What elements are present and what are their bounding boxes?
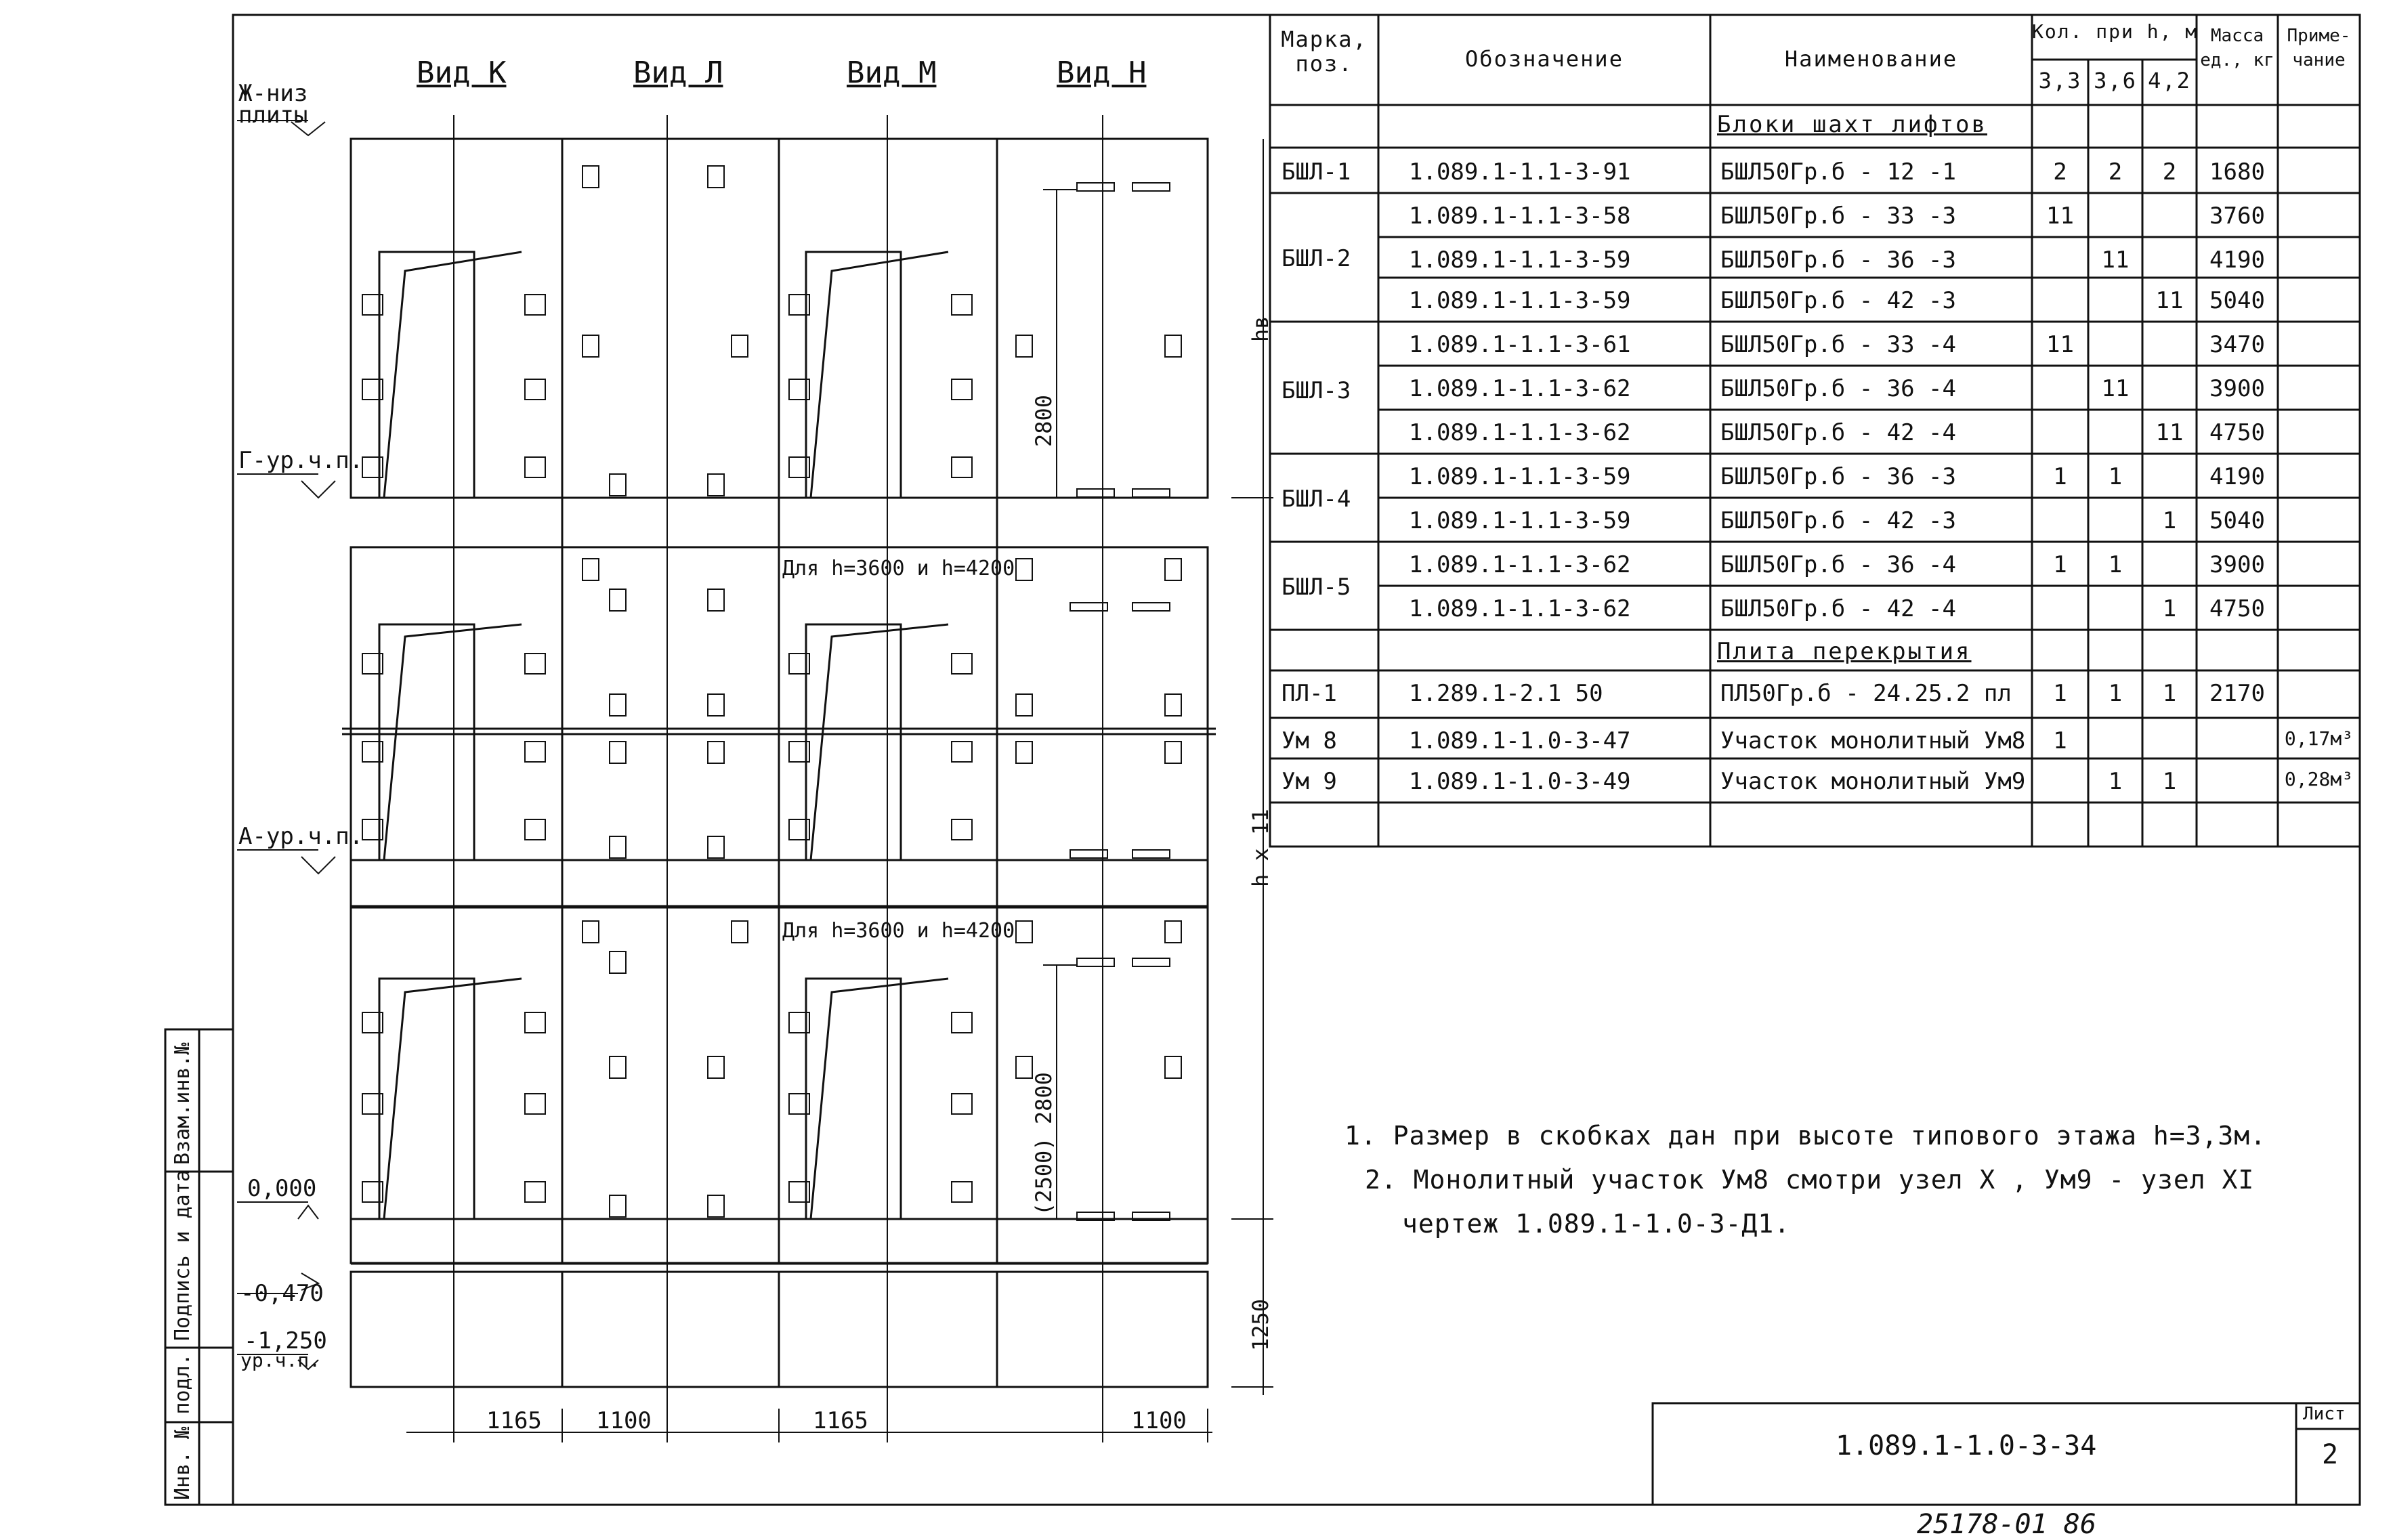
cell-q36: 1 (2108, 463, 2123, 490)
dim-hx11: h x 11 (1248, 809, 1273, 887)
dim-note-h2: Для h=3600 и h=4200 (782, 919, 1015, 943)
cell-des: 1.289.1-2.1 50 (1409, 680, 1603, 707)
cell-mass: 3470 (2209, 331, 2265, 358)
cell-des: 1.089.1-1.1-3-61 (1409, 331, 1631, 358)
cell-q36: 1 (2108, 680, 2123, 707)
sheet-code: 1.089.1-1.0-3-34 (1836, 1430, 2097, 1461)
cell-name: БШЛ50Гр.б - 42 -3 (1720, 287, 1956, 314)
cell-q36: 1 (2108, 768, 2123, 795)
cell-name: БШЛ50Гр.б - 42 -4 (1720, 595, 1956, 622)
cell-mass: 3760 (2209, 202, 2265, 230)
cell-name: Участок монолитный Ум9 (1720, 768, 2026, 795)
cell-des: 1.089.1-1.1-3-59 (1409, 463, 1631, 490)
cell-q33: 11 (2046, 202, 2074, 230)
cell-q42: 1 (2162, 680, 2177, 707)
door-openings (379, 252, 948, 1219)
cell-name: БШЛ50Гр.б - 33 -3 (1720, 202, 1956, 230)
cell-name: Участок монолитный Ум8 (1720, 727, 2026, 754)
th-h36: 3,6 (2094, 68, 2137, 93)
dim-1100-b: 1100 (1131, 1407, 1187, 1434)
cell-mass: 3900 (2209, 551, 2265, 578)
cell-name: БШЛ50Гр.б - 42 -3 (1720, 507, 1956, 534)
level-m1250-line1: -1,250 (244, 1327, 327, 1354)
cell-mark: БШЛ-3 (1282, 377, 1351, 404)
note-1: 1. Размер в скобках дан при высоте типового этажа h=3,3м. (1344, 1121, 2267, 1151)
cell-q33: 1 (2053, 551, 2067, 578)
cell-q42: 1 (2162, 507, 2177, 534)
cell-mass: 4750 (2209, 595, 2265, 622)
cell-des: 1.089.1-1.1-3-62 (1409, 375, 1631, 402)
th-mass: Масса ед., кг (2200, 26, 2274, 70)
cell-des: 1.089.1-1.1-3-59 (1409, 287, 1631, 314)
cell-q36: 1 (2108, 551, 2123, 578)
dim-1165-b: 1165 (813, 1407, 868, 1434)
bottom-stamp: 25178-01 86 (1917, 1509, 2096, 1540)
cell-q33: 1 (2053, 680, 2067, 707)
cell-mark: БШЛ-1 (1282, 158, 1351, 186)
cell-mass: 3900 (2209, 375, 2265, 402)
cell-q33: 11 (2046, 331, 2074, 358)
cell-name: БШЛ50Гр.б - 36 -4 (1720, 375, 1956, 402)
section-blocks: Блоки шахт лифтов (1717, 111, 1987, 138)
sheet-label: Лист (2303, 1404, 2346, 1424)
cell-des: 1.089.1-1.1-3-62 (1409, 595, 1631, 622)
level-zh-line1: Ж-низ (238, 80, 308, 107)
cell-q36: 2 (2108, 158, 2123, 186)
stamp-inv-podl: Инв. № подл. (171, 1353, 194, 1500)
cell-mass: 2170 (2209, 680, 2265, 707)
cell-name: БШЛ50Гр.б - 33 -4 (1720, 331, 1956, 358)
dim-note-h1: Для h=3600 и h=4200 (782, 557, 1015, 580)
cell-mass: 4190 (2209, 463, 2265, 490)
cell-mass: 4190 (2209, 247, 2265, 274)
stamp-podpis: Подпись и дата (171, 1170, 194, 1341)
dim-hb: hв (1248, 316, 1273, 342)
cell-des: 1.089.1-1.1-3-62 (1409, 551, 1631, 578)
cell-mark: БШЛ-5 (1282, 574, 1351, 601)
embedded-parts (362, 166, 1181, 1220)
cell-des: 1.089.1-1.1-3-62 (1409, 419, 1631, 446)
cell-note: 0,28м³ (2284, 768, 2354, 790)
th-designation: Обозначение (1465, 46, 1624, 72)
dim-2800-top: 2800 (1031, 394, 1057, 447)
level-zero: 0,000 (247, 1175, 317, 1202)
th-note: Приме- чание (2287, 26, 2351, 70)
cell-q36: 11 (2101, 375, 2130, 402)
sheet-frame (233, 15, 2360, 1505)
cell-des: 1.089.1-1.1-3-59 (1409, 247, 1631, 274)
cell-name: ПЛ50Гр.б - 24.25.2 пл (1720, 680, 2012, 707)
cell-name: БШЛ50Гр.б - 36 -3 (1720, 247, 1956, 274)
cell-des: 1.089.1-1.1-3-91 (1409, 158, 1631, 186)
note-2: 2. Монолитный участок Ум8 смотри узел X , Ум9 - узел XI (1365, 1165, 2255, 1195)
cell-des: 1.089.1-1.0-3-47 (1409, 727, 1631, 754)
cell-des: 1.089.1-1.1-3-58 (1409, 202, 1631, 230)
view-n-label: Вид Н (1057, 56, 1147, 90)
dim-1100-a: 1100 (596, 1407, 652, 1434)
view-l-label: Вид Л (633, 56, 723, 90)
dim-1165-a: 1165 (486, 1407, 542, 1434)
level-zh-line2: плиты (238, 102, 308, 129)
dim-1250: 1250 (1248, 1298, 1273, 1351)
note-3: чертеж 1.089.1-1.0-3-Д1. (1402, 1209, 1791, 1239)
cell-q36: 11 (2101, 247, 2130, 274)
cell-q42: 2 (2162, 158, 2177, 186)
level-m1250-line2: ур.ч.п. (240, 1349, 321, 1371)
stamp-vzam: Взам.инв.№ (171, 1042, 194, 1165)
cell-mark: Ум 9 (1282, 768, 1337, 795)
cell-q33: 1 (2053, 463, 2067, 490)
cell-mark: БШЛ-2 (1282, 245, 1351, 272)
th-h33: 3,3 (2038, 68, 2082, 93)
th-h42: 4,2 (2148, 68, 2191, 93)
cell-q42: 11 (2155, 287, 2184, 314)
cell-name: БШЛ50Гр.б - 42 -4 (1720, 419, 1956, 446)
cell-name: БШЛ50Гр.б - 12 -1 (1720, 158, 1956, 186)
dim-2800-bottom: (2500) 2800 (1031, 1072, 1057, 1216)
cell-q33: 2 (2053, 158, 2067, 186)
cell-mass: 1680 (2209, 158, 2265, 186)
th-name: Наименование (1784, 46, 1958, 72)
level-g: Г-ур.ч.п. (238, 447, 364, 474)
cell-name: БШЛ50Гр.б - 36 -3 (1720, 463, 1956, 490)
cell-mark: Ум 8 (1282, 727, 1337, 754)
cell-q33: 1 (2053, 727, 2067, 754)
cell-q42: 11 (2155, 419, 2184, 446)
cell-des: 1.089.1-1.0-3-49 (1409, 768, 1631, 795)
th-mark: Марка, поз. (1281, 26, 1368, 77)
cell-mass: 4750 (2209, 419, 2265, 446)
cell-mass: 5040 (2209, 507, 2265, 534)
th-qty: Кол. при h, м (2032, 20, 2199, 43)
view-m-label: Вид М (847, 56, 937, 90)
cell-mark: БШЛ-4 (1282, 486, 1351, 513)
cell-mark: ПЛ-1 (1282, 680, 1337, 707)
cell-des: 1.089.1-1.1-3-59 (1409, 507, 1631, 534)
cell-name: БШЛ50Гр.б - 36 -4 (1720, 551, 1956, 578)
level-m470: -0,470 (240, 1280, 324, 1307)
cell-mass: 5040 (2209, 287, 2265, 314)
cell-note: 0,17м³ (2284, 727, 2354, 750)
cell-q42: 1 (2162, 595, 2177, 622)
level-a: А-ур.ч.п. (238, 823, 364, 850)
section-slab: Плита перекрытия (1717, 638, 1972, 665)
view-k-label: Вид К (417, 56, 507, 90)
cell-q42: 1 (2162, 768, 2177, 795)
sheet-number: 2 (2322, 1439, 2339, 1470)
